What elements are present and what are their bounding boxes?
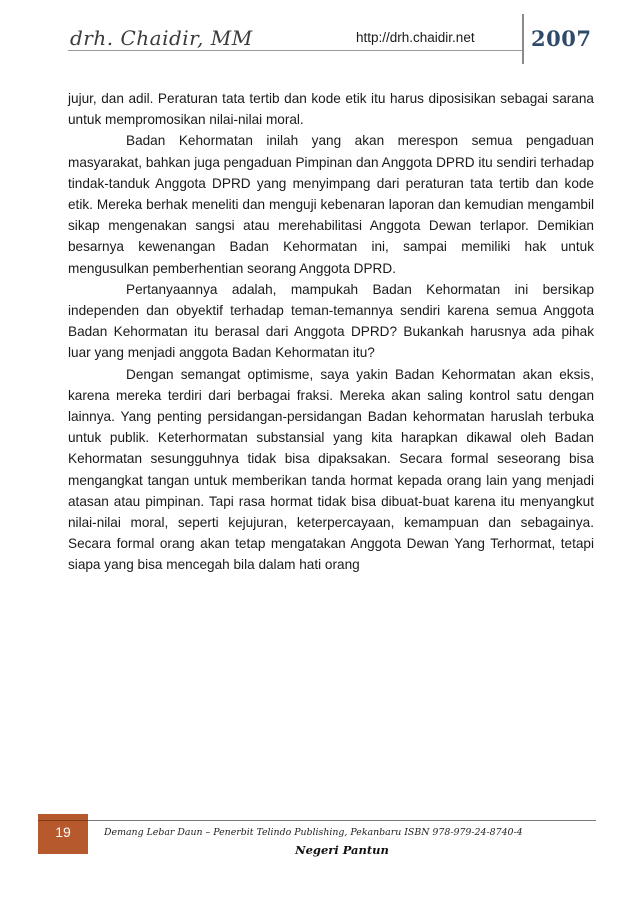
- footer-divider: [88, 820, 596, 821]
- paragraph-3: Pertanyaannya adalah, mampukah Badan Kehormatan ini bersikap independen dan obyektif terhadap teman-temannya sendiri karena semua Anggota Badan Kehormatan itu berasal dari Anggota DPRD? Bukankah harusnya ada pihak luar yang menjadi anggota Badan Kehormatan itu?: [68, 281, 594, 361]
- publication-year: 2007: [531, 26, 592, 51]
- body-text: [68, 88, 594, 576]
- paragraph-4: Dengan semangat optimisme, saya yakin Badan Kehormatan akan eksis, karena mereka terdiri dari berbagai fraksi. Mereka akan saling kontrol satu dengan lainnya. Yang penting persidangan-persidangan Badan kehormatan haruslah terbuka untuk publik. Keterhormatan substansial yang kita harapkan dikawal oleh Badan Kehormatan sesungguhnya tidak bisa dipaksakan. Secara formal seseorang bisa mengangkat tangan untuk memberikan tanda hormat kepada orang lain yang menjadi atasan atau pimpinan. Tapi rasa hormat tidak bisa dibuat-buat karena itu menyangkut nilai-nilai moral, seperti kejujuran, keterpercayaan, kemampuan dan sebagainya. Secara formal orang akan tetap mengatakan Anggota Dewan Yang Terhormat, tetapi siapa yang bisa mencegah bila dalam hati orang: [68, 366, 594, 573]
- header-vertical-divider: [522, 14, 524, 64]
- page-number: 19: [55, 824, 71, 840]
- header-divider: [68, 50, 523, 51]
- publication-info: Demang Lebar Daun – Penerbit Telindo Publishing, Pekanbaru ISBN 978-979-24-8740-4: [104, 827, 523, 838]
- page-footer: [0, 810, 638, 880]
- website-link[interactable]: http://drh.chaidir.net: [356, 30, 475, 45]
- page-header: [0, 0, 638, 70]
- page-number-box-divider: [38, 820, 88, 821]
- paragraph-2: Badan Kehormatan inilah yang akan merespon semua pengaduan masyarakat, bahkan juga pengaduan Pimpinan dan Anggota DPRD itu sendiri terhadap tindak-tanduk Anggota DPRD yang menyimpang dari peraturan tata tertib dan kode etik. Mereka berhak meneliti dan menguji kebenaran laporan dan kemudian mengambil sikap mengenakan sangsi atau merehabilitasi Anggota Dewan terlapor. Demikian besarnya kewenangan Badan Kehormatan ini, sampai memiliki hak untuk mengusulkan pemberhentian seorang Anggota DPRD.: [68, 133, 594, 276]
- book-title: Negeri Pantun: [295, 843, 389, 857]
- paragraph-1: jujur, dan adil. Peraturan tata tertib dan kode etik itu harus diposisikan sebagai sarana untuk mempromosikan nilai-nilai moral.: [68, 91, 594, 128]
- author-name: drh. Chaidir, MM: [70, 26, 253, 50]
